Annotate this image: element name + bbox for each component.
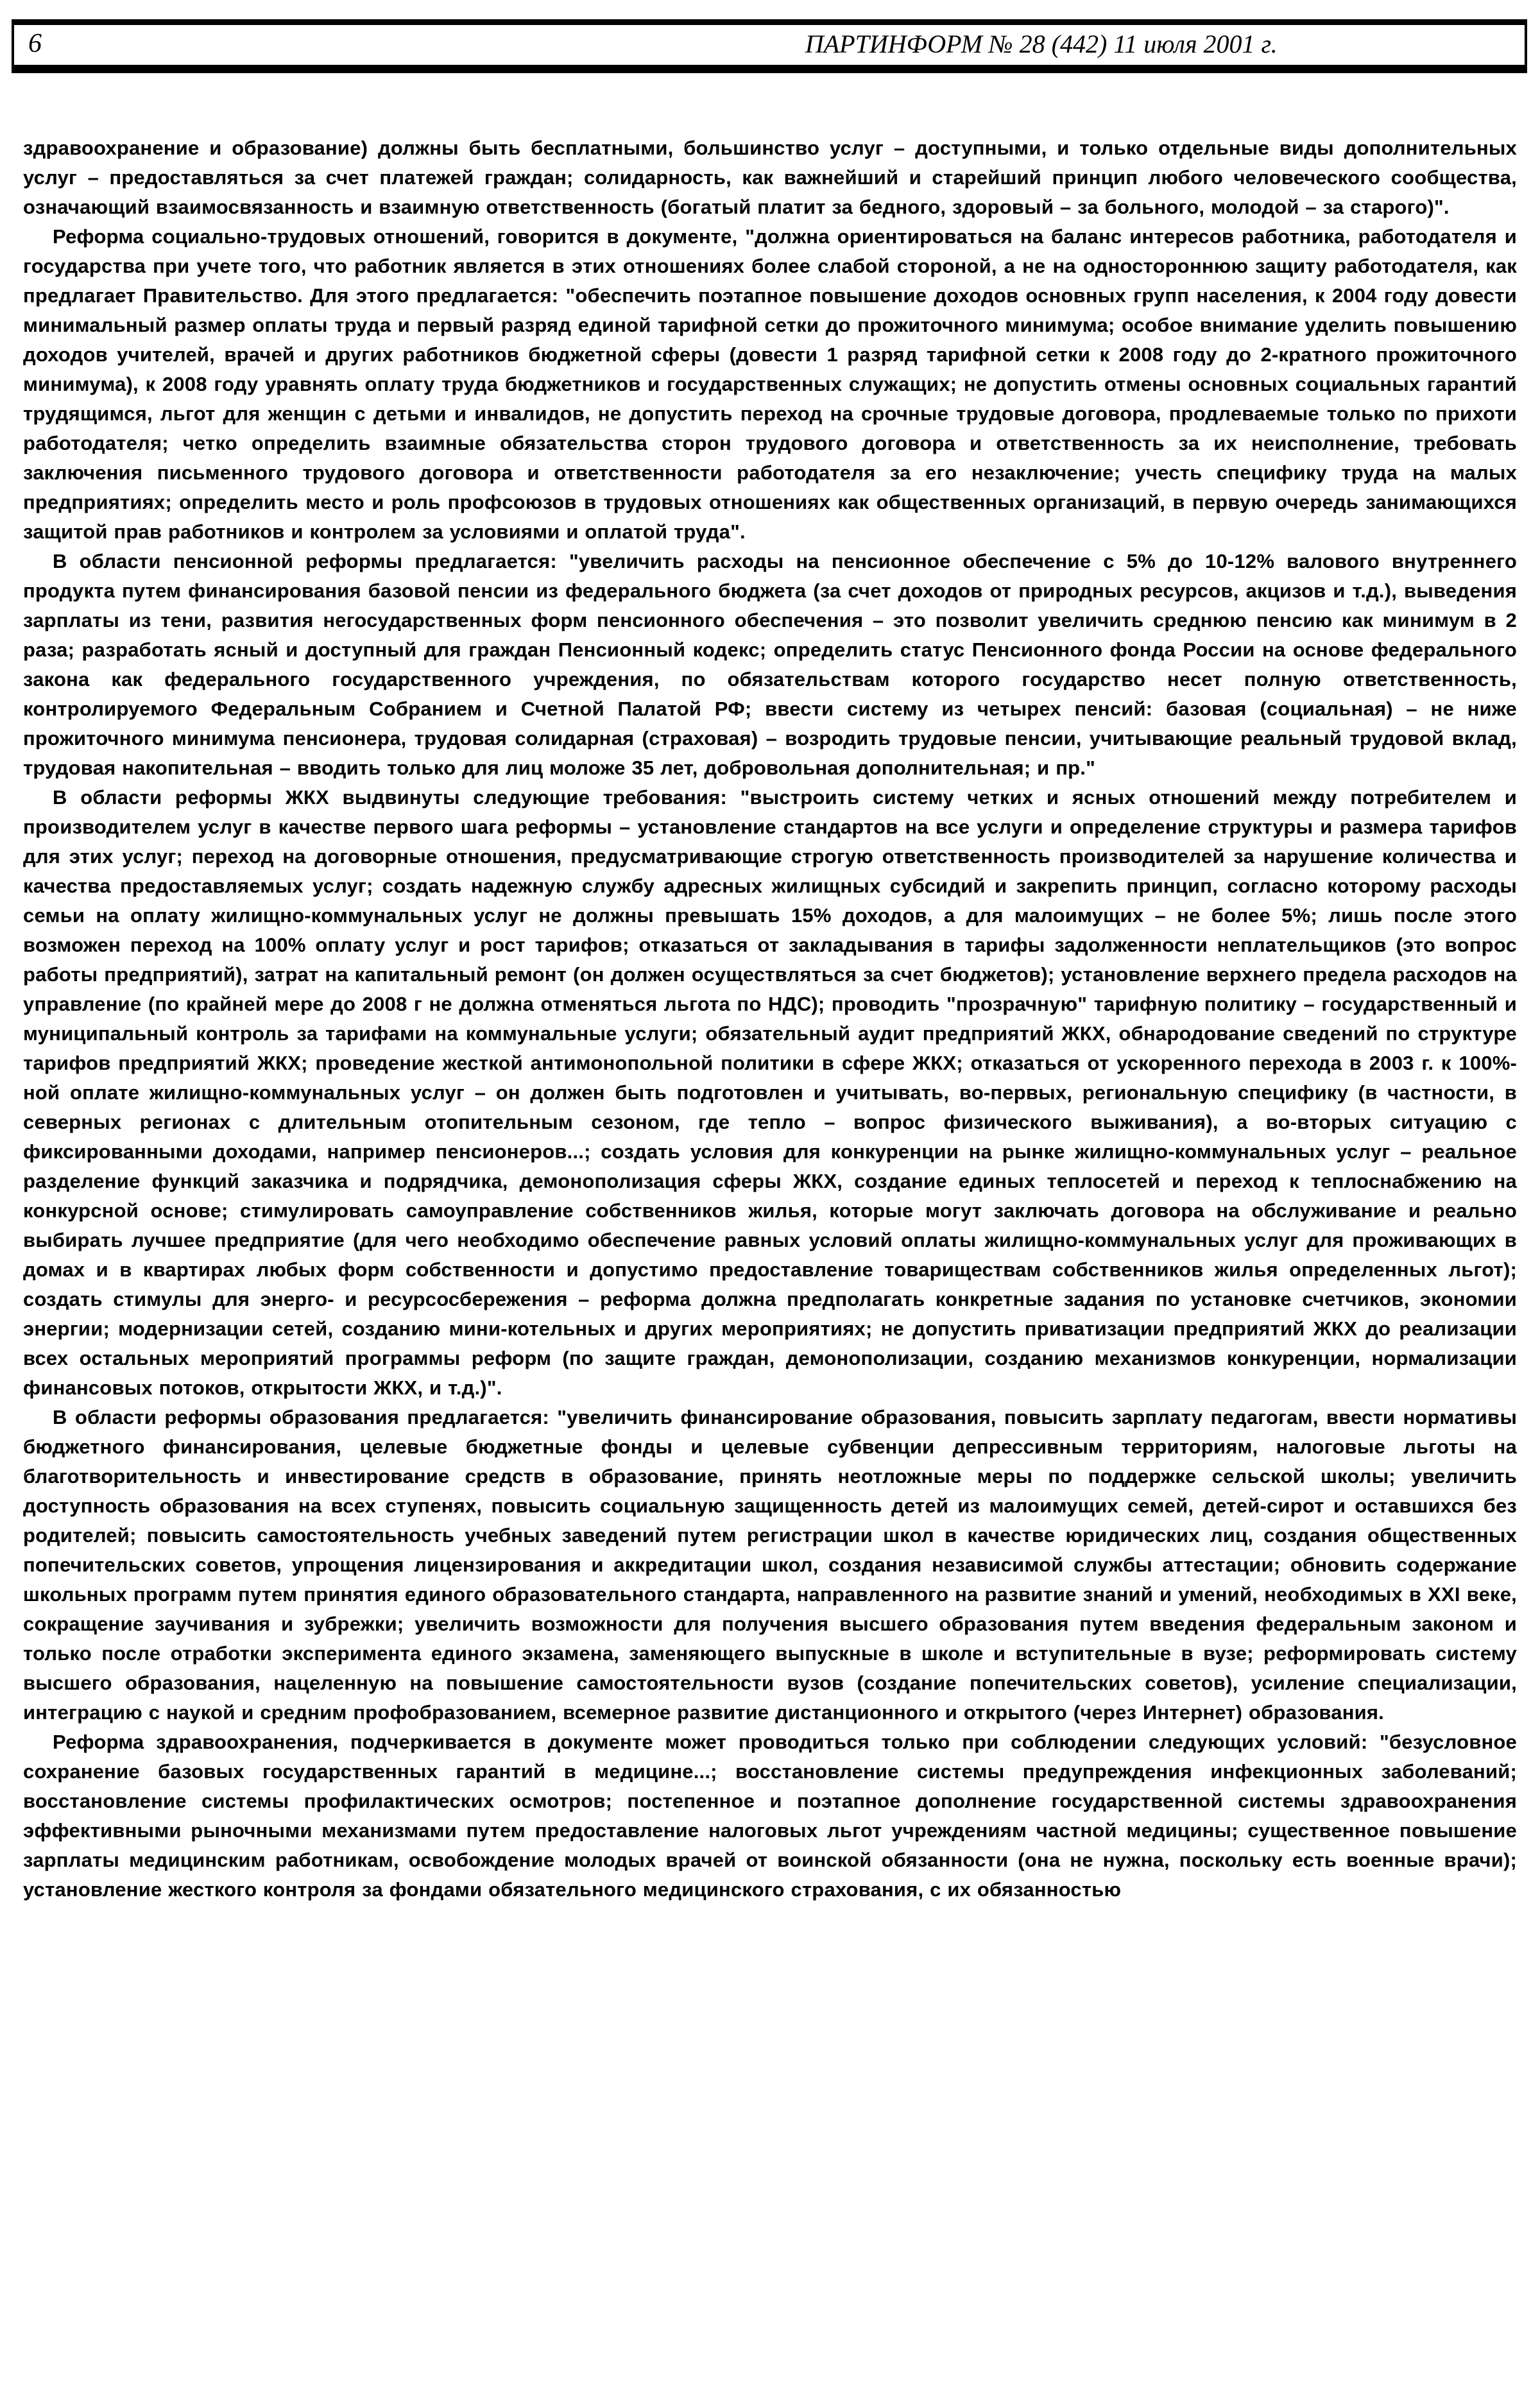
page-header <box>12 19 1527 73</box>
paragraph-housing-reform: В области реформы ЖКХ выдвинуты следующие требования: "выстроить систему четких и ясных отношений между потребителем и производителем услуг в качестве первого шага реформы – установление стандартов на все услуги и определение структуры и размера тарифов для этих услуг; переход на договорные отношения, предусматривающие строгую ответственность производителей за нарушение количества и качества предоставляемых услуг; создать надежную службу адресных жилищных субсидий и закрепить принцип, согласно которому расходы семьи на оплату жилищно-коммунальных услуг не должны превышать 15% доходов, а для малоимущих – не более 5%; лишь после этого возможен переход на 100% оплату услуг и рост тарифов; отказаться от закладывания в тарифы задолженности неплательщиков (это вопрос работы предприятий), затрат на капитальный ремонт (он должен осуществляться за счет бюджетов); установление верхнего предела расходов на управление (по крайней мере до 2008 г не должна отменяться льгота по НДС); проводить "прозрачную" тарифную политику – государственный и муниципальный контроль за тарифами на коммунальные услуги; обязательный аудит предприятий ЖКХ, обнародование сведений по структуре тарифов предприятий ЖКХ; проведение жесткой антимонопольной политики в сфере ЖКХ; отказаться от ускоренного перехода в 2003 г. к 100%-ной оплате жилищно-коммунальных услуг – он должен быть подготовлен и учитывать, во-первых, региональную специфику (в частности, в северных регионах с длительным отопительным сезоном, где тепло – вопрос физического выживания), а во-вторых ситуацию с фиксированными доходами, например пенсионеров...; создать условия для конкуренции на рынке жилищно-коммунальных услуг – реальное разделение функций заказчика и подрядчика, демонополизация сферы ЖКХ, создание единых теплосетей и переход к теплоснабжению на конкурсной основе; стимулировать самоуправление собственников жилья, которые могут заключать договора на обслуживание и реально выбирать лучшее предприятие (для чего необходимо обеспечение равных условий оплаты жилищно-коммунальных услуг для проживающих в домах и в квартирах любых форм собственности и допустимо предоставление товариществам собственников жилья определенных льгот); создать стимулы для энерго- и ресурсосбережения – реформа должна предполагать конкретные задания по установке счетчиков, экономии энергии; модернизации сетей, созданию мини-котельных и других мероприятиях; не допустить приватизации предприятий ЖКХ до реализации всех остальных мероприятий программы реформ (по защите граждан, демонополизации, созданию механизмов конкуренции, нормализации финансовых потоков, открытости ЖКХ, и т.д.)". <box>23 786 1517 1399</box>
paragraph-social-guarantees: здравоохранение и образование) должны быть бесплатными, большинство услуг – доступными, и только отдельные виды дополнительных услуг – предоставляться за счет платежей граждан; солидарность, как важнейший и старейший принцип любого человеческого сообщества, означающий взаимосвязанность и взаимную ответственность (богатый платит за бедного, здоровый – за больного, молодой – за старого)". <box>23 137 1517 218</box>
paragraph-labor-reform: Реформа социально-трудовых отношений, говорится в документе, "должна ориентироваться на баланс интересов работника, работодателя и государства при учете того, что работник является в этих отношениях более слабой стороной, а не на одностороннюю защиту работодателя, как предлагает Правительство. Для этого предлагается: "обеспечить поэтапное повышение доходов основных групп населения, к 2004 году довести минимальный размер оплаты труда и первый разряд единой тарифной сетки до прожиточного минимума; особое внимание уделить повышению доходов учителей, врачей и других работников бюджетной сферы (довести 1 разряд тарифной сетки к 2008 году до 2-кратного прожиточного минимума), к 2008 году уравнять оплату труда бюджетников и государственных служащих; не допустить отмены основных социальных гарантий трудящимся, льгот для женщин с детьми и инвалидов, не допустить переход на срочные трудовые договора, продлеваемые только по прихоти работодателя; четко определить взаимные обязательства сторон трудового договора и ответственность за их неисполнение, требовать заключения письменного трудового договора и ответственности работодателя за его незаключение; учесть специфику труда на малых предприятиях; определить место и роль профсоюзов в трудовых отношениях как общественных организаций, в первую очередь занимающихся защитой прав работников и контролем за условиями и оплатой труда". <box>23 225 1517 543</box>
journal-title: ПАРТИНФОРМ № 28 (442) 11 июля 2001 г. <box>805 30 1278 58</box>
page-number: 6 <box>28 29 42 58</box>
document-body <box>23 133 1517 1905</box>
paragraph-education-reform: В области реформы образования предлагается: "увеличить финансирование образования, повысить зарплату педагогам, ввести нормативы бюджетного финансирования, целевые бюджетные фонды и целевые субвенции депрессивным территориям, налоговые льготы на благотворительность и инвестирование средств в образование, принять неотложные меры по поддержке сельской школы; увеличить доступность образования на всех ступенях, повысить социальную защищенность детей из малоимущих семей, детей-сирот и оставшихся без родителей; повысить самостоятельность учебных заведений путем регистрации школ в качестве юридических лиц, создания общественных попечительских советов, упрощения лицензирования и аккредитации школ, создания независимой службы аттестации; обновить содержание школьных программ путем принятия единого образовательного стандарта, направленного на развитие знаний и умений, необходимых в XXI веке, сокращение заучивания и зубрежки; увеличить возможности для получения высшего образования путем введения федеральным законом и только после отработки эксперимента единого экзамена, заменяющего выпускные в школе и вступительные в вузе; реформировать систему высшего образования, нацеленную на повышение самостоятельности вузов (создание попечительских советов), усиление специализации, интеграцию с наукой и средним профобразованием, всемерное развитие дистанционного и открытого (через Интернет) образования. <box>23 1406 1517 1724</box>
paragraph-pension-reform: В области пенсионной реформы предлагается: "увеличить расходы на пенсионное обеспечение с 5% до 10-12% валового внутреннего продукта путем финансирования базовой пенсии из федерального бюджета (за счет доходов от природных ресурсов, акцизов и т.д.), выведения зарплаты из тени, развития негосударственных форм пенсионного обеспечения – это позволит увеличить среднюю пенсию как минимум в 2 раза; разработать ясный и доступный для граждан Пенсионный кодекс; определить статус Пенсионного фонда России на основе федерального закона как федерального государственного учреждения, по обязательствам которого государство несет полную ответственность, контролируемого Федеральным Собранием и Счетной Палатой РФ; ввести систему из четырех пенсий: базовая (социальная) – не ниже прожиточного минимума пенсионера, трудовая солидарная (страховая) – возродить трудовые пенсии, учитывающие реальный трудовой вклад, трудовая накопительная – вводить только для лиц моложе 35 лет, добровольная дополнительная; и пр." <box>23 550 1517 779</box>
paragraph-healthcare-reform: Реформа здравоохранения, подчеркивается в документе может проводиться только при соблюдении следующих условий: "безусловное сохранение базовых государственных гарантий в медицине...; восстановление системы предупреждения инфекционных заболеваний; восстановление системы профилактических осмотров; постепенное и поэтапное дополнение государственной системы здравоохранения эффективными рыночными механизмами путем предоставление налоговых льгот учреждениям частной медицины; существенное повышение зарплаты медицинским работникам, освобождение молодых врачей от воинской обязанности (она не нужна, поскольку есть военные врачи); установление жесткого контроля за фондами обязательного медицинского страхования, с их обязанностью <box>23 1731 1517 1901</box>
